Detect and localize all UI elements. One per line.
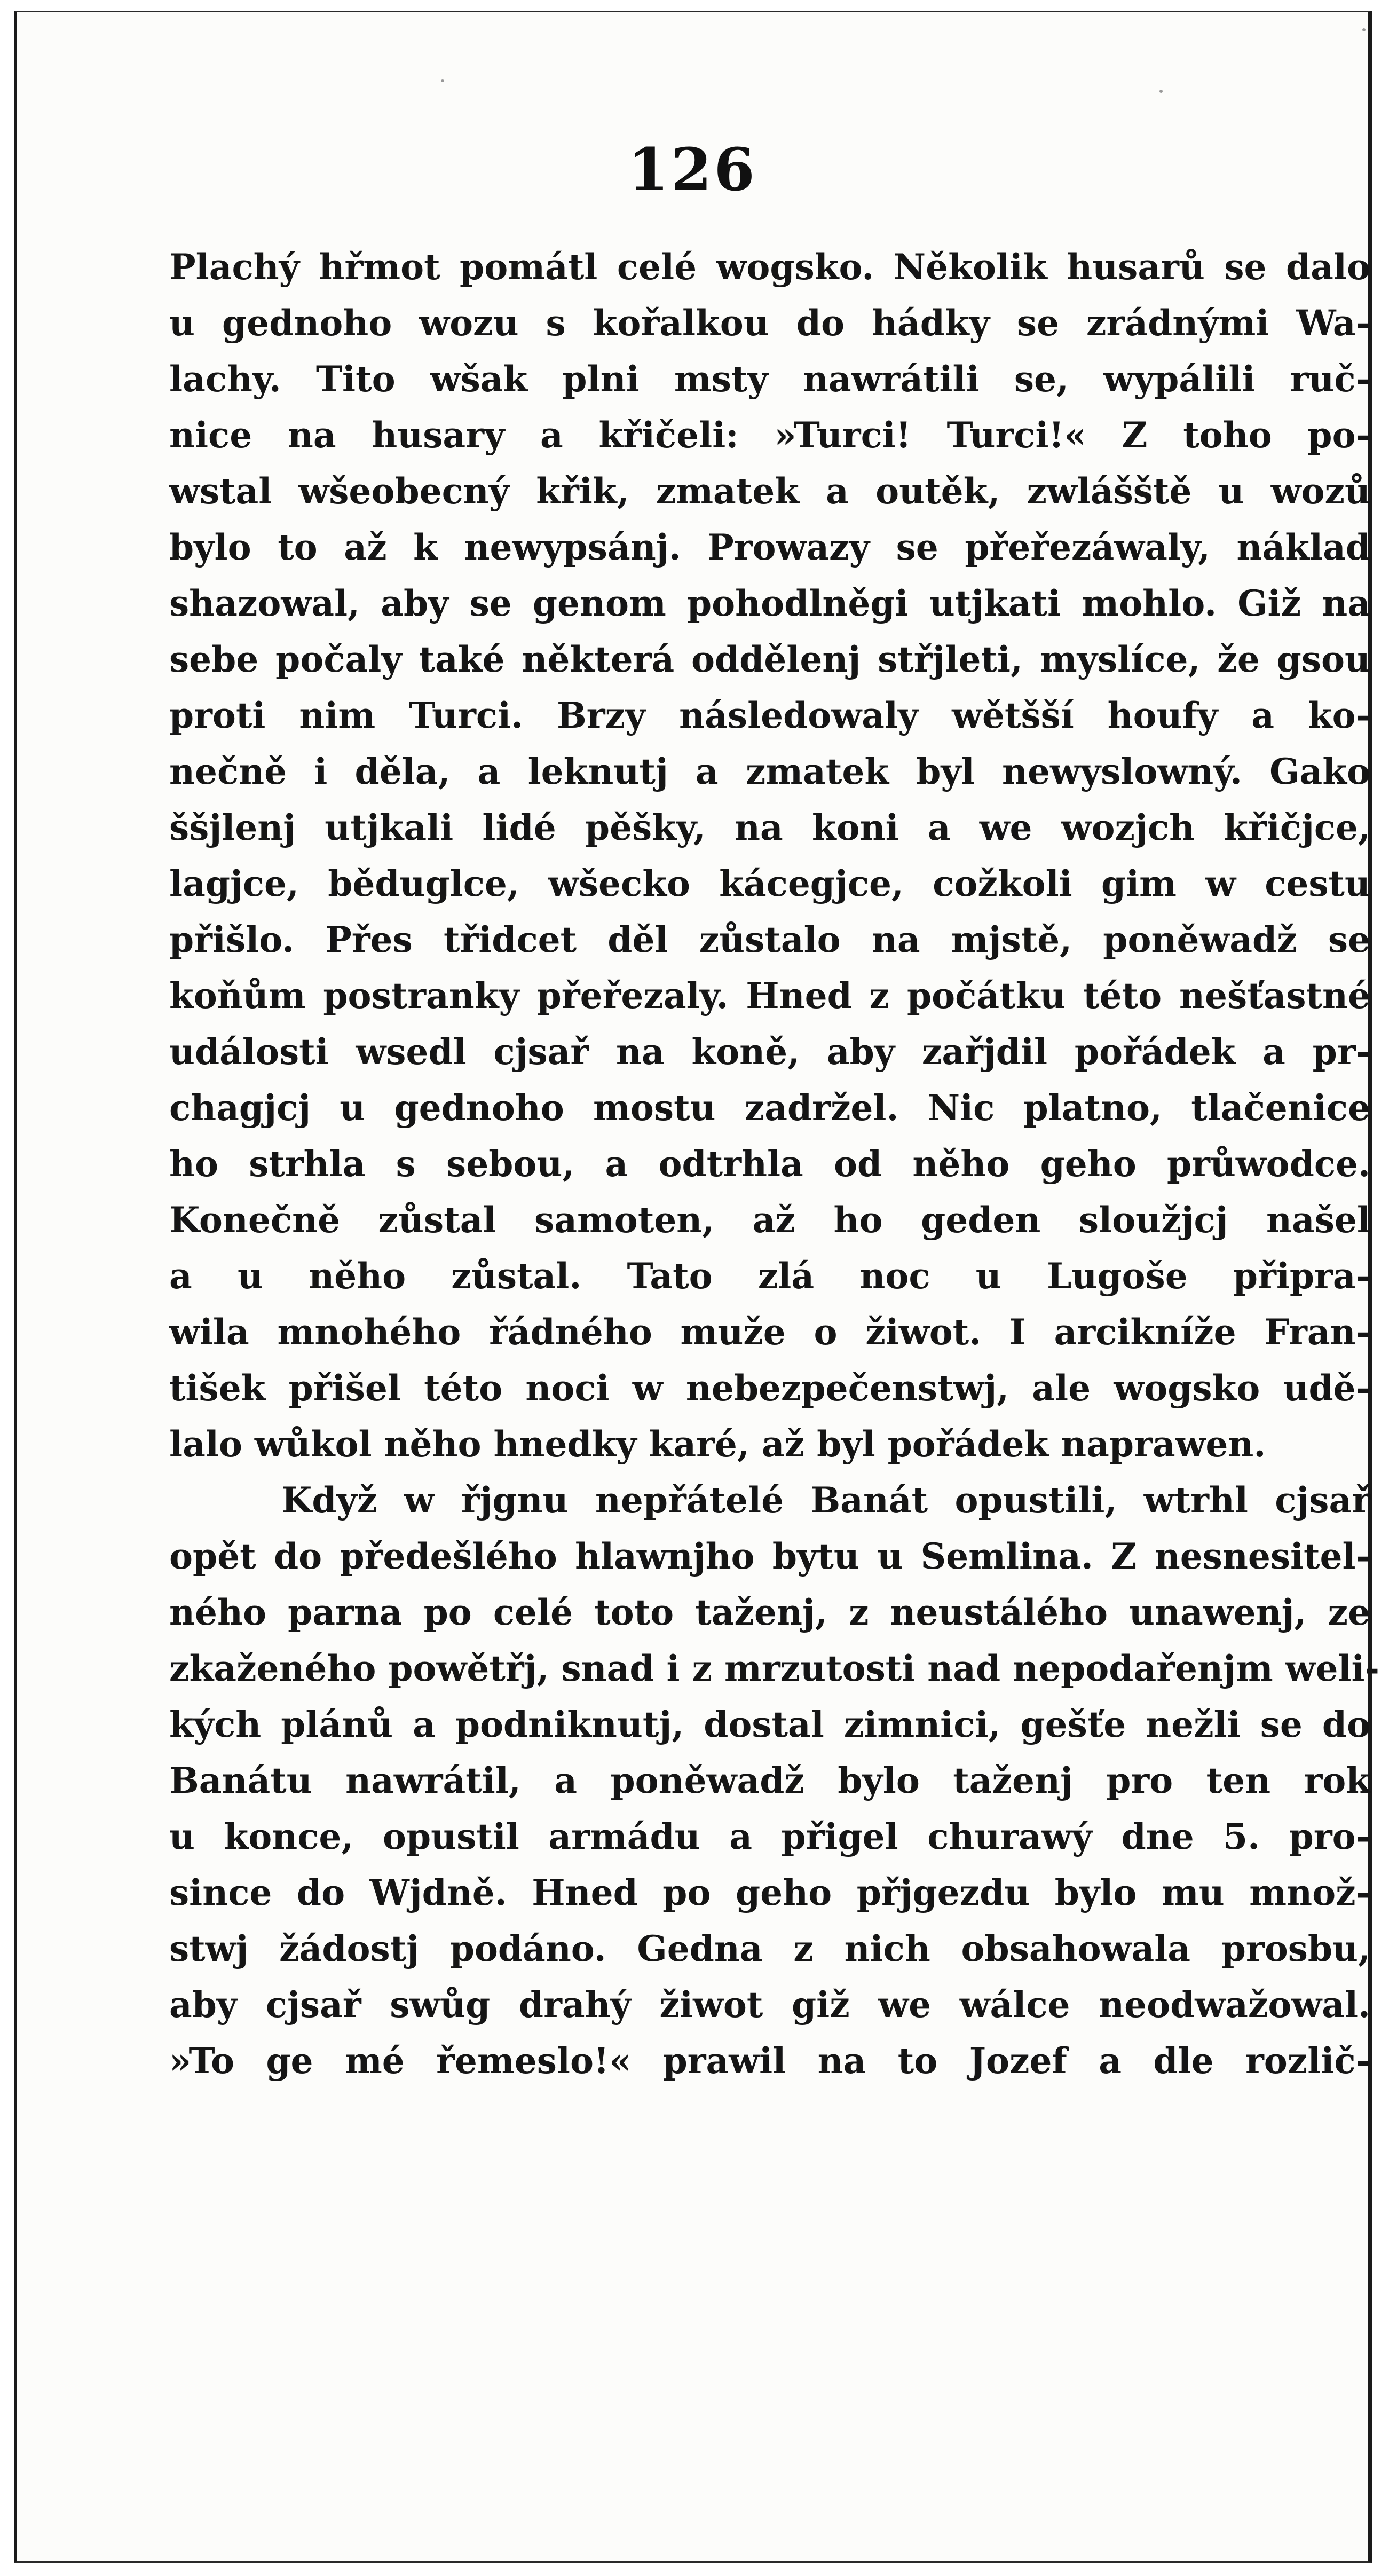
text-line: tišek přišel této noci w nebezpečenstwj, ale wogsko udě- bbox=[169, 1367, 1370, 1409]
text-line: aby cjsař swůg drahý žiwot giž we wálce neodwažowal. bbox=[169, 1984, 1370, 2026]
text-line: bylo to až k newypsánj. Prowazy se přeřezáwaly, náklad bbox=[169, 526, 1370, 568]
text-line: lalo wůkol něho hnedky karé, až byl pořádek naprawen. bbox=[169, 1423, 1266, 1465]
text-line: wila mnohého řádného muže o žiwot. I arcikníže Fran- bbox=[169, 1311, 1370, 1353]
text-line: Když w řjgnu nepřátelé Banát opustili, wtrhl cjsař bbox=[281, 1479, 1370, 1521]
text-line: since do Wjdně. Hned po geho přjgezdu bylo mu množ- bbox=[169, 1872, 1370, 1913]
text-line: přišlo. Přes třidcet děl zůstalo na mjstě, poněwadž se bbox=[169, 919, 1370, 960]
text-line: Banátu nawrátil, a poněwadž bylo taženj pro ten rok bbox=[169, 1760, 1370, 1801]
page-number: 126 bbox=[628, 135, 757, 204]
text-line: Plachý hřmot pomátl celé wogsko. Několik husarů se dalo bbox=[169, 246, 1370, 288]
text-line: Konečně zůstal samoten, až ho geden sloužjcj našel bbox=[169, 1199, 1370, 1241]
text-line: a u něho zůstal. Tato zlá noc u Lugoše připra- bbox=[169, 1255, 1370, 1297]
book-page bbox=[14, 11, 1380, 2563]
text-line: sebe počaly také některá oddělenj střjleti, myslíce, že gsou bbox=[169, 639, 1370, 680]
text-line: koňům postranky přeřezaly. Hned z počátku této nešťastné bbox=[169, 975, 1370, 1017]
text-line: ného parna po celé toto taženj, z neustáléhο unawenj, ze bbox=[169, 1592, 1370, 1633]
text-line: chagjcj u gednoho mostu zadržel. Nic platno, tlačenice bbox=[169, 1087, 1370, 1129]
text-line: nečně i děla, a leknutj a zmatek byl newyslowný. Gako bbox=[169, 751, 1370, 792]
text-line: nice na husary a křičeli: »Turci! Turci!« Z toho po- bbox=[169, 414, 1370, 456]
paper-speck bbox=[1159, 90, 1163, 93]
paper-speck bbox=[1362, 28, 1366, 31]
text-line: opět do předešlého hlawnjho bytu u Semlina. Z nesnesitel- bbox=[169, 1535, 1370, 1577]
text-line: kých plánů a podniknutj, dostal zimnici, gešťe nežli se do bbox=[169, 1704, 1370, 1745]
text-line: lachy. Tito wšak plni msty nawrátili se, wypálili ruč- bbox=[169, 358, 1370, 400]
text-line: u gednoho wozu s kořalkou do hádky se zrádnými Wa- bbox=[169, 302, 1370, 344]
text-line: u konce, opustil armádu a přigel churawý dne 5. pro- bbox=[169, 1816, 1370, 1857]
body-text bbox=[169, 239, 1380, 2089]
text-line: stwj žádostj podáno. Gedna z nich obsahowala prosbu, bbox=[169, 1928, 1370, 1970]
paper-speck bbox=[441, 79, 444, 82]
text-line: zkaženého powětřj, snad i z mrzutosti nad nepodařenjm weli- bbox=[169, 1648, 1380, 1689]
text-line: ššjlenj utjkali lidé pěšky, na koni a we wozjch křičjce, bbox=[169, 807, 1370, 848]
text-line: shazowal, aby se genom pohodlněgi utjkati mohlo. Giž na bbox=[169, 582, 1370, 624]
text-line: wstal wšeobecný křik, zmatek a outěk, zwlášště u wozů bbox=[169, 470, 1370, 512]
text-line: lagjce, běduglce, wšecko kácegjce, cožkoli gim w cestu bbox=[169, 863, 1370, 904]
text-line: proti nim Turci. Brzy následowaly wětšší houfy a ko- bbox=[169, 695, 1370, 736]
text-line: události wsedl cjsař na koně, aby zařjdil pořádek a pr- bbox=[169, 1031, 1370, 1073]
text-line: ho strhla s sebou, a odtrhla od něho geho průwodce. bbox=[169, 1143, 1370, 1185]
text-line: »To ge mé řemeslo!« prawil na to Jozef a dle rozlič- bbox=[169, 2040, 1370, 2082]
